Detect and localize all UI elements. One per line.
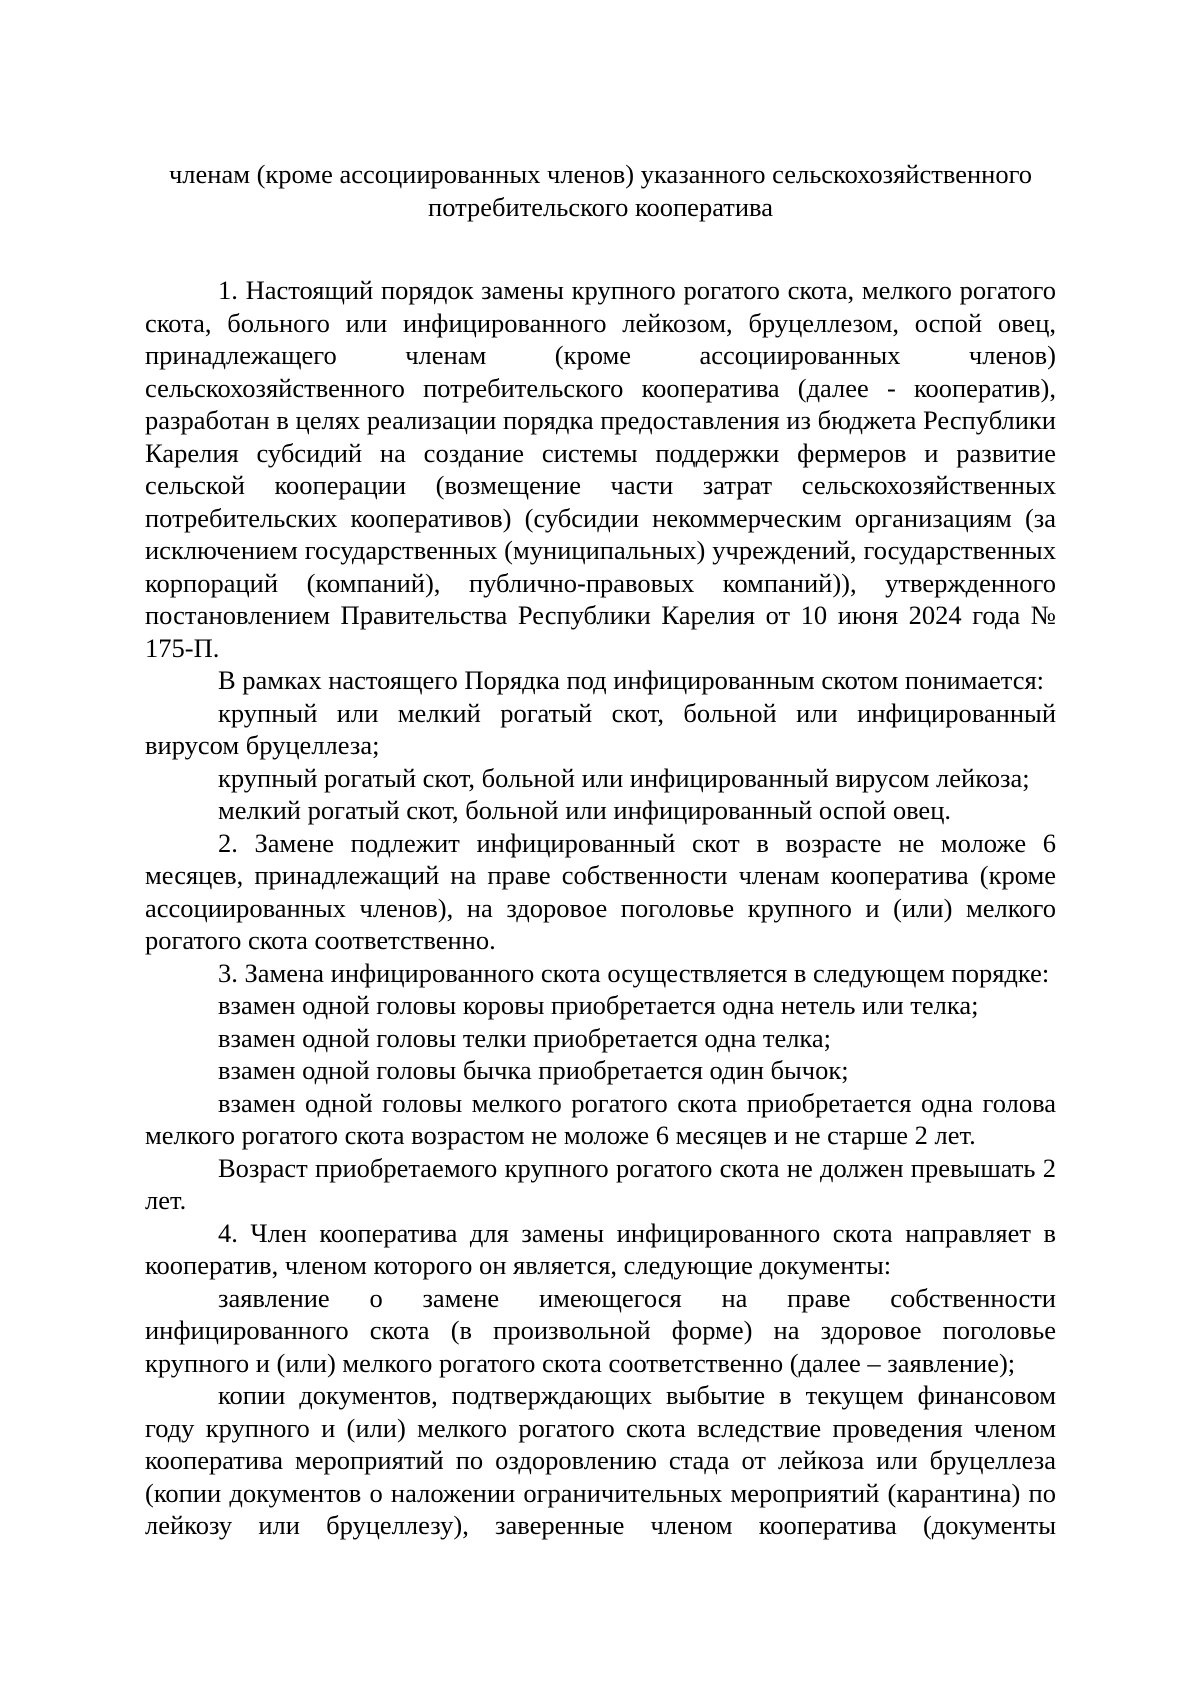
paragraph-brucellosis: крупный или мелкий рогатый скот, больной или инфицированный вирусом бруцеллеза; xyxy=(145,697,1056,760)
document-title-line-1: членам (кроме ассоциированных членов) указанного сельскохозяйственного xyxy=(168,159,1033,189)
paragraph-1-purpose: 1. Настоящий порядок замены крупного рогатого скота, мелкого рогатого скота, больного или инфицированного лейкозом, бруцеллезом, оспой овец, принадлежащего членам (кроме ассоциированных членов) сельскохозяйственного потребительского кооператива (далее - кооператив), разработан в целях реализации порядка предоставления из бюджета Республики Карелия субсидий на создание системы поддержки фермеров и развитие сельской кооперации (возмещение части затрат сельскохозяйственных потребительских кооперативов) (субсидии некоммерческим организациям (за исключением государственных (муниципальных) учреждений, государственных корпораций (компаний), публично-правовых компаний)), утвержденного постановлением Правительства Республики Карелия от 10 июня 2024 года № 175-П. xyxy=(145,275,1056,663)
paragraph-application: заявление о замене имеющегося на праве собственности инфицированного скота (в произвольной форме) на здоровое поголовье крупного и (или) мелкого рогатого скота соответственно (далее – заявление); xyxy=(145,1282,1056,1378)
paragraph-bull-replacement: взамен одной головы бычка приобретается один бычок; xyxy=(218,1055,849,1085)
paragraph-sheep-pox: мелкий рогатый скот, больной или инфицированный оспой овец. xyxy=(218,795,951,825)
paragraph-heifer-replacement: взамен одной головы телки приобретается одна телка; xyxy=(218,1022,832,1053)
document-title-line-2: потребительского кооператива xyxy=(428,191,773,222)
document-title xyxy=(145,158,1056,223)
paragraph-document-copies: копии документов, подтверждающих выбытие в текущем финансовом году крупного и (или) мелкого рогатого скота вследствие проведения членом кооператива мероприятий по оздоровлению стада от лейкоза или бруцеллеза (копии документов о наложении ограничительных мероприятий (карантина) по лейкозу или бруцеллезу), заверенные членом кооператива (документы xyxy=(145,1380,1056,1540)
paragraph-small-cattle-replacement: взамен одной головы мелкого рогатого скота приобретается одна голова мелкого рогатого скота возрастом не моложе 6 месяцев и не старше 2 лет. xyxy=(145,1087,1056,1150)
document-body xyxy=(145,274,1056,1542)
paragraph-leukosis: крупный рогатый скот, больной или инфицированный вирусом лейкоза; xyxy=(218,762,1030,793)
paragraph-age-limit: Возраст приобретаемого крупного рогатого скота не должен превышать 2 лет. xyxy=(145,1152,1056,1215)
paragraph-3-replacement-order: 3. Замена инфицированного скота осуществляется в следующем порядке: xyxy=(218,957,1050,988)
paragraph-4-documents: 4. Член кооператива для замены инфицированного скота направляет в кооператив, членом которого он является, следующие документы: xyxy=(145,1217,1056,1280)
paragraph-2-replacement-scope: 2. Замене подлежит инфицированный скот в возрасте не моложе 6 месяцев, принадлежащий на праве собственности членам кооператива (кроме ассоциированных членов), на здоровое поголовье крупного и (или) мелкого рогатого скота соответственно. xyxy=(145,827,1056,955)
paragraph-infected-definition: В рамках настоящего Порядка под инфицированным скотом понимается: xyxy=(218,665,1045,695)
paragraph-cow-replacement: взамен одной головы коровы приобретается одна нетель или телка; xyxy=(218,990,979,1020)
